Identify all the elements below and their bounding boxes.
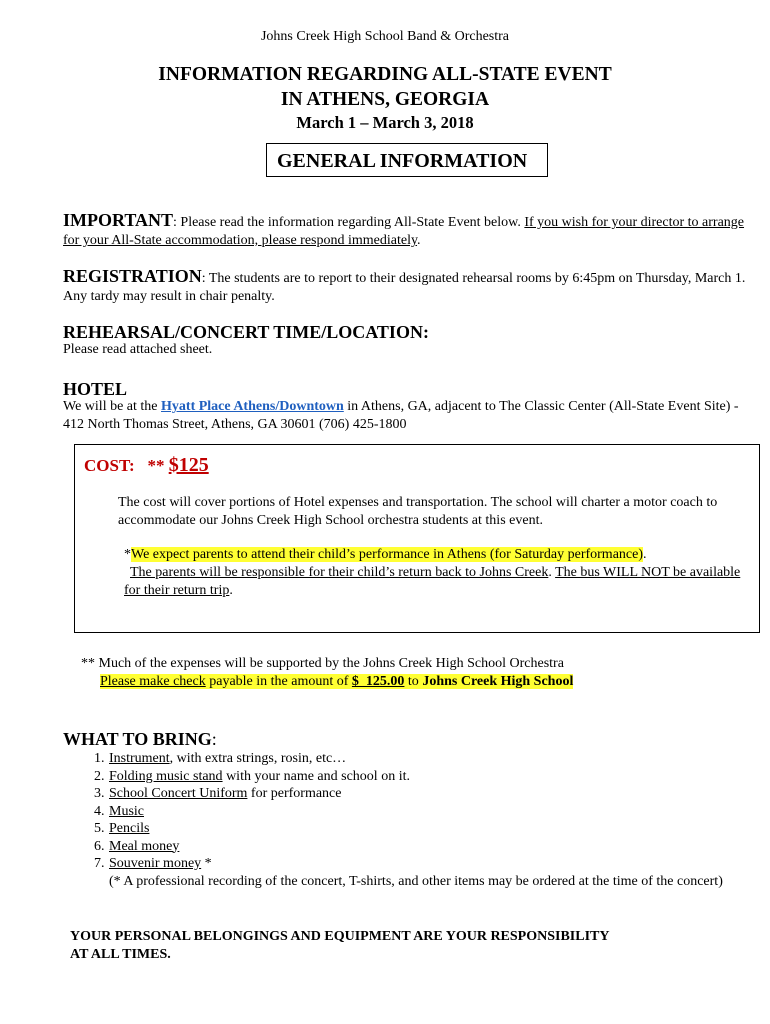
- bring-heading-text: WHAT TO BRING: [63, 729, 212, 749]
- bring-footnote: (* A professional recording of the concert, T-shirts, and other items may be ordered at the time of the concert): [109, 873, 723, 889]
- hotel-text: [63, 398, 753, 434]
- rehearsal-text: Please read attached sheet.: [63, 342, 213, 357]
- list-item: [108, 855, 768, 890]
- bring-heading-colon: :: [211, 729, 217, 749]
- page-title-line2: IN ATHENS, GEORGIA: [280, 89, 490, 110]
- list-item: [108, 820, 768, 838]
- cost-amount: $125: [168, 454, 209, 476]
- expect-star: *: [124, 547, 131, 562]
- return-text: The parents will be responsible for their child’s return back to Johns Creek: [130, 565, 549, 580]
- item-detail: with your name and school on it.: [222, 768, 410, 784]
- responsibility-notice: [70, 928, 710, 964]
- general-information-heading: GENERAL INFORMATION: [266, 143, 548, 177]
- registration-label: REGISTRATION: [63, 266, 202, 286]
- important-underlined: If you wish for your director to arrange for your All-State accommodation, please respond immediately: [63, 215, 745, 248]
- list-item: [108, 768, 768, 786]
- item-name: Instrument: [109, 751, 170, 766]
- cost-stars: **: [147, 456, 165, 475]
- note-to: to: [404, 674, 423, 689]
- note-highlight: [100, 674, 573, 689]
- list-item: [108, 838, 768, 856]
- note-check: Please make check: [100, 674, 206, 689]
- item-name: Meal money: [109, 838, 180, 854]
- return-sep: .: [548, 565, 556, 580]
- registration-text: : The students are to report to their designated rehearsal rooms by 6:45pm on Thursday, March 1. Any tardy may result in chair penalty.: [63, 271, 746, 304]
- item-name: Folding music stand: [109, 768, 223, 784]
- bus-end: .: [229, 583, 233, 598]
- expect-end: .: [643, 547, 647, 562]
- responsibility-line1: YOUR PERSONAL BELONGINGS AND EQUIPMENT ARE YOUR RESPONSIBILITY: [70, 929, 610, 944]
- bring-list: [63, 750, 768, 890]
- what-to-bring-heading: [63, 729, 217, 750]
- rehearsal-section: [63, 323, 753, 359]
- rehearsal-heading: REHEARSAL/CONCERT TIME/LOCATION:: [63, 322, 429, 342]
- hotel-section: [63, 380, 753, 434]
- cost-box: [74, 444, 760, 633]
- important-text: : Please read the information regarding All-State Event below.: [173, 215, 525, 230]
- item-name: School Concert Uniform: [109, 786, 248, 801]
- cost-description: The cost will cover portions of Hotel expenses and transportation. The school will charter a motor coach to accommodate our Johns Creek High School orchestra students at this event.: [118, 495, 718, 528]
- note-line2: [100, 673, 761, 691]
- hotel-pre: We will be at the: [63, 399, 162, 414]
- list-item: [108, 750, 768, 768]
- cost-expectations: [124, 546, 754, 600]
- list-item: [108, 785, 768, 803]
- registration-section: [63, 267, 753, 306]
- important-label: IMPORTANT: [63, 210, 174, 230]
- responsibility-line2: AT ALL TIMES.: [70, 947, 171, 962]
- bus-text: The bus WILL NOT be available for their return trip: [124, 565, 741, 598]
- expect-text: We expect parents to attend their child’s performance in Athens (for Saturday performance): [131, 547, 644, 562]
- cost-label-text: COST:: [84, 456, 135, 475]
- important-end: .: [417, 233, 421, 248]
- hotel-link[interactable]: Hyatt Place Athens/Downtown: [161, 399, 344, 414]
- item-detail: , with extra strings, rosin, etc…: [169, 751, 347, 766]
- note-payee: Johns Creek High School: [422, 674, 574, 689]
- hotel-post: in Athens, GA, adjacent to The Classic Center (All-State Event Site) - 412 North Thomas Street, Athens, GA 30601 (706) 425-1800: [63, 399, 739, 432]
- item-name: Pencils: [109, 821, 150, 836]
- payment-note: [81, 655, 761, 691]
- note-mid: payable in the amount of: [205, 674, 352, 689]
- note-line1: ** Much of the expenses will be supported by the Johns Creek High School Orchestra: [81, 656, 564, 671]
- item-detail: *: [201, 856, 212, 871]
- page-title-line1: INFORMATION REGARDING ALL-STATE EVENT: [158, 64, 612, 85]
- hotel-heading: HOTEL: [63, 379, 128, 399]
- event-dates: March 1 – March 3, 2018: [296, 113, 474, 132]
- cost-label: [84, 454, 209, 477]
- list-item: [108, 803, 768, 821]
- item-name: Souvenir money: [109, 856, 202, 871]
- note-amount: $_125.00: [351, 674, 405, 689]
- item-detail: for performance: [247, 786, 342, 801]
- important-section: [63, 211, 753, 250]
- school-header: Johns Creek High School Band & Orchestra: [260, 29, 510, 44]
- item-name: Music: [109, 803, 144, 819]
